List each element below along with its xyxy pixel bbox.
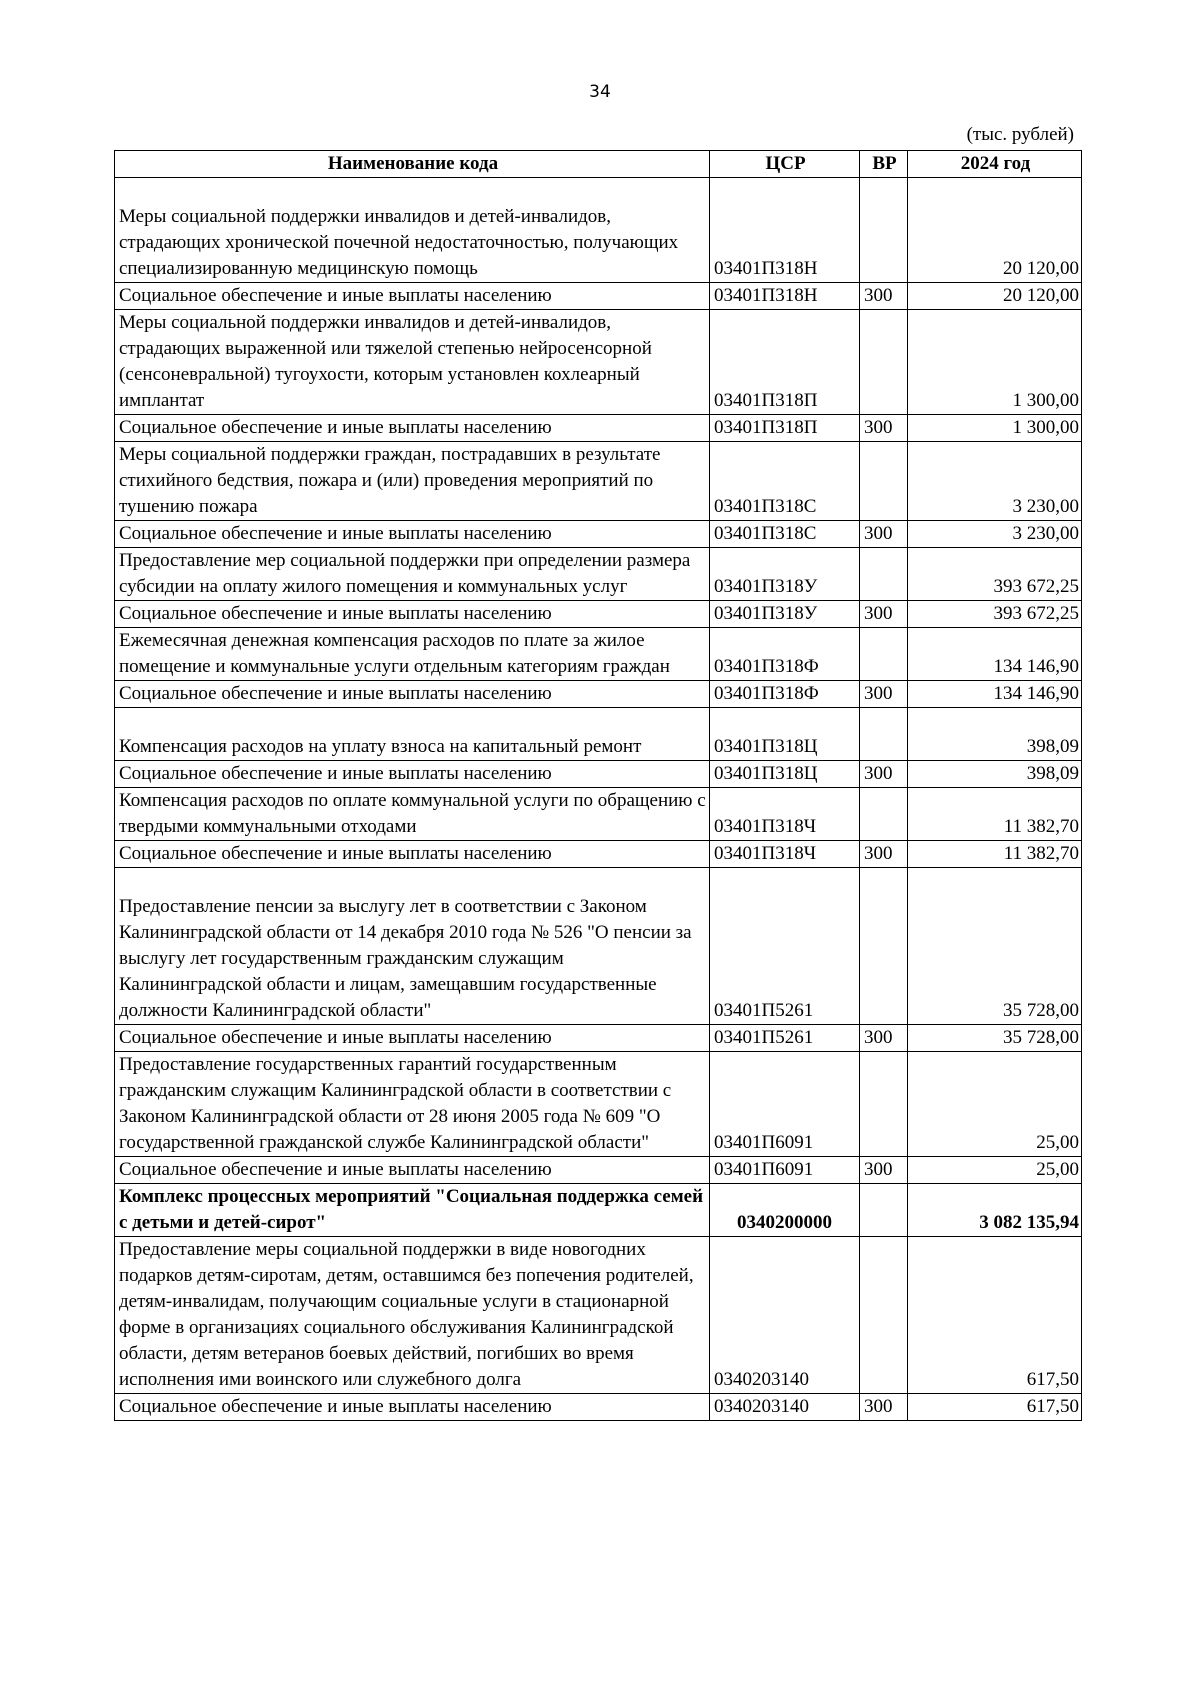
table-row — [115, 1237, 1082, 1394]
table-row — [115, 310, 1082, 415]
row-name-cell: Социальное обеспечение и иные выплаты населению — [115, 601, 710, 628]
row-csr-cell: 0340203140 — [710, 1394, 860, 1421]
row-vr-cell: 300 — [860, 761, 908, 788]
row-sum-cell: 1 300,00 — [908, 415, 1082, 442]
row-name-cell: Компенсация расходов по оплате коммунальной услуги по обращению с твердыми коммунальными отходами — [115, 788, 710, 841]
row-csr-cell: 03401П318У — [710, 548, 860, 601]
row-name-cell: Социальное обеспечение и иные выплаты населению — [115, 1157, 710, 1184]
header-name: Наименование кода — [115, 151, 710, 178]
row-sum-cell: 1 300,00 — [908, 310, 1082, 415]
row-csr-cell: 03401П6091 — [710, 1052, 860, 1157]
row-sum-cell: 20 120,00 — [908, 178, 1082, 283]
table-row — [115, 1052, 1082, 1157]
row-csr-cell: 03401П318Ч — [710, 788, 860, 841]
header-vr: ВР — [860, 151, 908, 178]
row-name-cell: Предоставление меры социальной поддержки в виде новогодних подарков детям-сиротам, детям, оставшимся без попечения родителей, детям-инвалидам, получающим социальные услуги в стационарной форме в организациях социального обслуживания Калининградской области, детям ветеранов боевых действий, погибших во время исполнения ими воинского или служебного долга — [115, 1237, 710, 1394]
row-csr-cell: 03401П318Н — [710, 283, 860, 310]
row-csr-cell: 0340200000 — [710, 1184, 860, 1237]
row-csr-cell: 03401П318С — [710, 442, 860, 521]
table-row — [115, 442, 1082, 521]
row-name-cell: Предоставление пенсии за выслугу лет в соответствии с Законом Калининградской области от 14 декабря 2010 года № 526 "О пенсии за выслугу лет государственным гражданским служащим Калининградской области и лицам, замещавшим государственные должности Калининградской области" — [115, 868, 710, 1025]
row-sum-cell: 398,09 — [908, 708, 1082, 761]
row-name-cell: Социальное обеспечение и иные выплаты населению — [115, 761, 710, 788]
row-vr-cell — [860, 548, 908, 601]
row-name-cell: Социальное обеспечение и иные выплаты населению — [115, 681, 710, 708]
table-row — [115, 708, 1082, 761]
row-name-cell: Социальное обеспечение и иные выплаты населению — [115, 283, 710, 310]
table-header-row — [115, 151, 1082, 178]
row-vr-cell — [860, 178, 908, 283]
row-name-cell: Социальное обеспечение и иные выплаты населению — [115, 521, 710, 548]
row-sum-cell: 134 146,90 — [908, 681, 1082, 708]
table-row — [115, 628, 1082, 681]
row-name-cell: Социальное обеспечение и иные выплаты населению — [115, 1394, 710, 1421]
table-row — [115, 1025, 1082, 1052]
row-sum-cell: 398,09 — [908, 761, 1082, 788]
row-csr-cell: 03401П5261 — [710, 868, 860, 1025]
row-csr-cell: 03401П318Ф — [710, 681, 860, 708]
row-sum-cell: 3 082 135,94 — [908, 1184, 1082, 1237]
row-vr-cell: 300 — [860, 1394, 908, 1421]
row-sum-cell: 617,50 — [908, 1394, 1082, 1421]
row-name-cell: Социальное обеспечение и иные выплаты населению — [115, 841, 710, 868]
table-row — [115, 868, 1082, 1025]
row-csr-cell: 03401П318Ч — [710, 841, 860, 868]
row-name-cell: Предоставление мер социальной поддержки при определении размера субсидии на оплату жилого помещения и коммунальных услуг — [115, 548, 710, 601]
table-row — [115, 415, 1082, 442]
table-row — [115, 1184, 1082, 1237]
row-csr-cell: 0340203140 — [710, 1237, 860, 1394]
row-name-cell: Компенсация расходов на уплату взноса на капитальный ремонт — [115, 708, 710, 761]
table-row — [115, 601, 1082, 628]
row-name-cell: Социальное обеспечение и иные выплаты населению — [115, 415, 710, 442]
table-row — [115, 681, 1082, 708]
row-vr-cell: 300 — [860, 1157, 908, 1184]
table-row — [115, 521, 1082, 548]
row-csr-cell: 03401П318Ц — [710, 708, 860, 761]
table-row — [115, 178, 1082, 283]
table-row — [115, 548, 1082, 601]
row-sum-cell: 35 728,00 — [908, 1025, 1082, 1052]
row-sum-cell: 393 672,25 — [908, 548, 1082, 601]
row-name-cell: Меры социальной поддержки граждан, пострадавших в результате стихийного бедствия, пожара и (или) проведения мероприятий по тушению пожара — [115, 442, 710, 521]
row-sum-cell: 617,50 — [908, 1237, 1082, 1394]
row-csr-cell: 03401П318Н — [710, 178, 860, 283]
row-sum-cell: 20 120,00 — [908, 283, 1082, 310]
row-vr-cell: 300 — [860, 415, 908, 442]
row-csr-cell: 03401П318Ц — [710, 761, 860, 788]
row-sum-cell: 11 382,70 — [908, 788, 1082, 841]
row-name-cell: Ежемесячная денежная компенсация расходов по плате за жилое помещение и коммунальные услуги отдельным категориям граждан — [115, 628, 710, 681]
row-name-cell: Комплекс процессных мероприятий "Социальная поддержка семей с детьми и детей-сирот" — [115, 1184, 710, 1237]
header-year: 2024 год — [908, 151, 1082, 178]
row-csr-cell: 03401П318Ф — [710, 628, 860, 681]
row-csr-cell: 03401П318С — [710, 521, 860, 548]
table-body — [115, 178, 1082, 1421]
row-sum-cell: 25,00 — [908, 1052, 1082, 1157]
row-name-cell: Предоставление государственных гарантий государственным гражданским служащим Калининградской области в соответствии с Законом Калининградской области от 28 июня 2005 года № 609 "О государственной гражданской службе Калининградской области" — [115, 1052, 710, 1157]
row-csr-cell: 03401П318У — [710, 601, 860, 628]
row-vr-cell — [860, 1237, 908, 1394]
row-vr-cell — [860, 788, 908, 841]
header-csr: ЦСР — [710, 151, 860, 178]
table-row — [115, 1394, 1082, 1421]
row-vr-cell — [860, 1184, 908, 1237]
row-sum-cell: 393 672,25 — [908, 601, 1082, 628]
table-row — [115, 283, 1082, 310]
row-sum-cell: 3 230,00 — [908, 442, 1082, 521]
row-vr-cell: 300 — [860, 601, 908, 628]
row-vr-cell — [860, 310, 908, 415]
row-vr-cell — [860, 628, 908, 681]
row-csr-cell: 03401П318П — [710, 415, 860, 442]
row-name-cell: Меры социальной поддержки инвалидов и детей-инвалидов, страдающих выраженной или тяжелой степенью нейросенсорной (сенсоневральной) тугоухости, которым установлен кохлеарный имплантат — [115, 310, 710, 415]
row-sum-cell: 134 146,90 — [908, 628, 1082, 681]
page-number: 34 — [589, 82, 611, 102]
row-vr-cell: 300 — [860, 1025, 908, 1052]
table-row — [115, 788, 1082, 841]
row-name-cell: Социальное обеспечение и иные выплаты населению — [115, 1025, 710, 1052]
row-sum-cell: 3 230,00 — [908, 521, 1082, 548]
row-sum-cell: 25,00 — [908, 1157, 1082, 1184]
budget-table — [114, 150, 1082, 1421]
row-vr-cell: 300 — [860, 841, 908, 868]
table-row — [115, 841, 1082, 868]
row-vr-cell — [860, 708, 908, 761]
row-name-cell: Меры социальной поддержки инвалидов и детей-инвалидов, страдающих хронической почечной недостаточностью, получающих специализированную медицинскую помощь — [115, 178, 710, 283]
row-sum-cell: 11 382,70 — [908, 841, 1082, 868]
table-row — [115, 761, 1082, 788]
row-vr-cell: 300 — [860, 681, 908, 708]
row-vr-cell: 300 — [860, 283, 908, 310]
row-vr-cell — [860, 442, 908, 521]
row-vr-cell — [860, 1052, 908, 1157]
row-vr-cell — [860, 868, 908, 1025]
row-csr-cell: 03401П6091 — [710, 1157, 860, 1184]
row-csr-cell: 03401П318П — [710, 310, 860, 415]
units-label: (тыс. рублей) — [966, 124, 1074, 145]
row-vr-cell: 300 — [860, 521, 908, 548]
row-sum-cell: 35 728,00 — [908, 868, 1082, 1025]
row-csr-cell: 03401П5261 — [710, 1025, 860, 1052]
table-row — [115, 1157, 1082, 1184]
